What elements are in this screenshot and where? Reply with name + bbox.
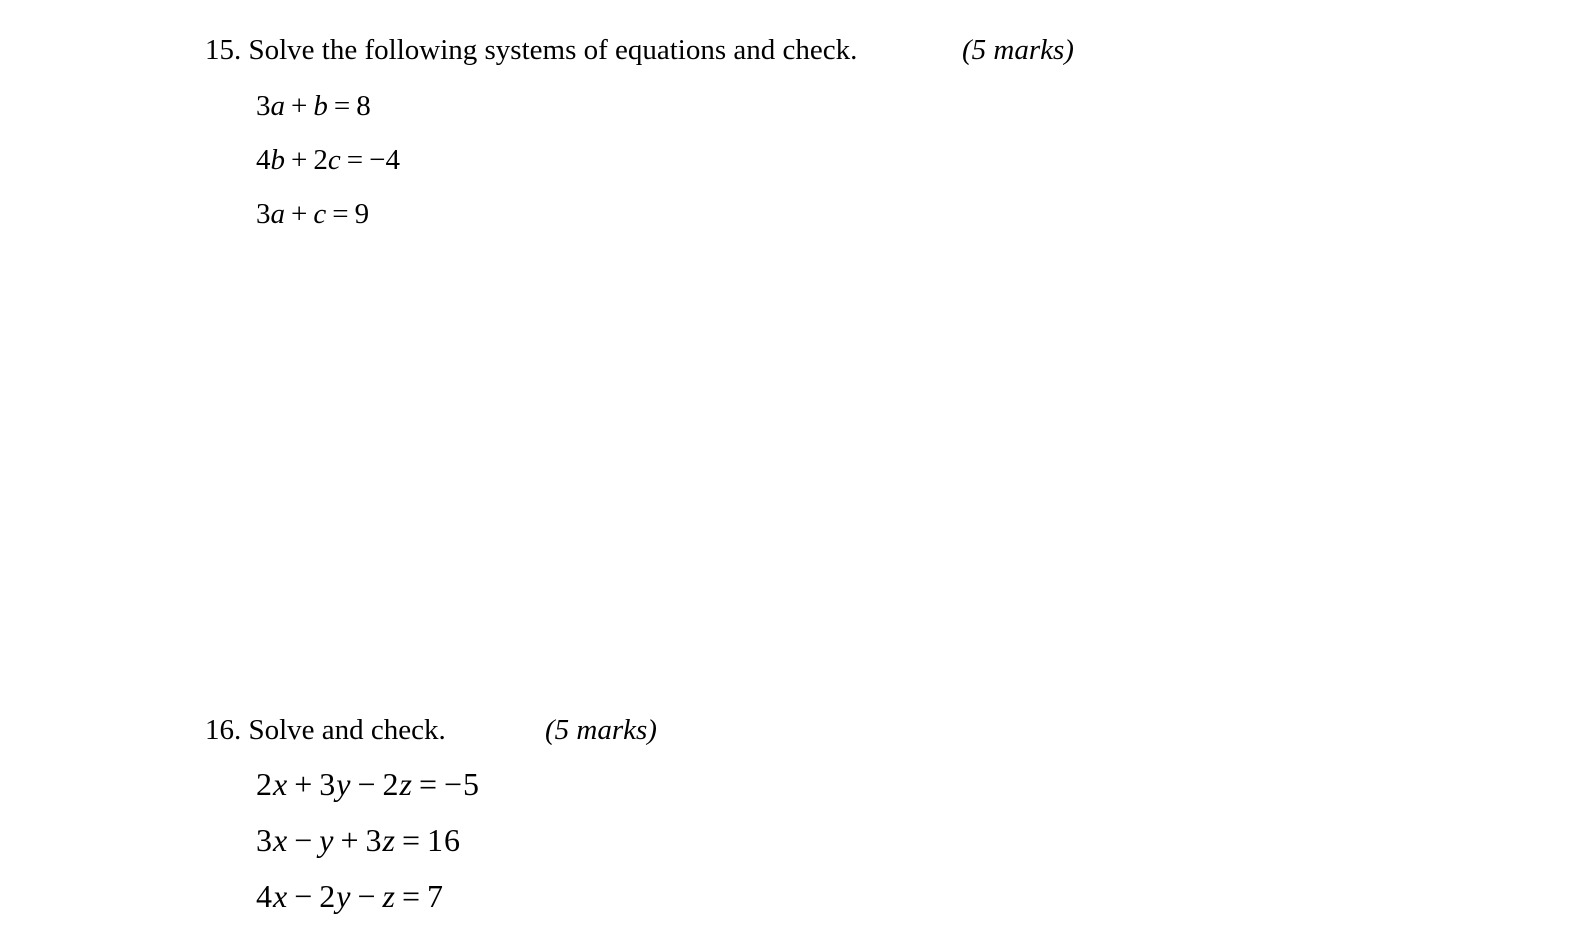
q16-equation-2: 3x − y + 3z = 16 [256,822,461,858]
q16-equation-3: 4x − 2y − z = 7 [256,878,444,914]
q16-equation-1: 2x + 3y − 2z = −5 [256,766,481,802]
q15-equation-2: 4b + 2c = −4 [256,144,400,176]
q15-equation-3: 3a + c = 9 [256,198,370,230]
question-15-marks: (5 marks) [962,34,1074,66]
question-15-heading: 15. Solve the following systems of equations and check. [205,34,858,66]
question-16-heading: 16. Solve and check. [205,714,446,746]
q15-equation-1: 3a + b = 8 [256,90,371,122]
question-16-marks: (5 marks) [545,714,657,746]
